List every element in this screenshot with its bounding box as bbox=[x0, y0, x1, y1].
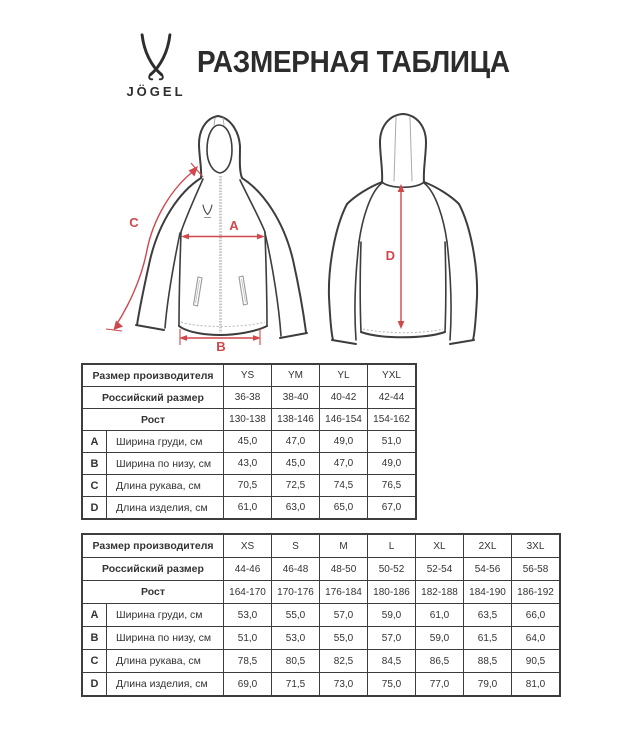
measure-letter-cell: A bbox=[82, 431, 107, 453]
size-value-cell: 55,0 bbox=[320, 627, 368, 650]
measure-label-a: A bbox=[229, 218, 239, 233]
raglan-seam-left bbox=[181, 179, 203, 232]
measure-row bbox=[82, 453, 416, 475]
size-value-cell: 55,0 bbox=[272, 604, 320, 627]
size-value-cell: 56-58 bbox=[512, 558, 561, 581]
size-value-cell: 36-38 bbox=[224, 387, 272, 409]
size-value-cell: 51,0 bbox=[368, 431, 417, 453]
chest-logo-icon bbox=[203, 205, 212, 215]
page-title: РАЗМЕРНАЯ ТАБЛИЦА bbox=[197, 44, 510, 79]
size-value-cell: 50-52 bbox=[368, 558, 416, 581]
jacket-back-diagram bbox=[325, 112, 535, 352]
left-sleeve-back bbox=[329, 204, 347, 340]
hem bbox=[179, 326, 267, 335]
measure-name-cell: Ширина по низу, см bbox=[107, 627, 224, 650]
measure-letter-cell: D bbox=[82, 497, 107, 520]
measure-name-cell: Длина изделия, см bbox=[107, 673, 224, 697]
size-value-cell: YXL bbox=[368, 364, 417, 387]
size-value-cell: 76,5 bbox=[368, 475, 417, 497]
size-value-cell: 81,0 bbox=[512, 673, 561, 697]
size-value-cell: 176-184 bbox=[320, 581, 368, 604]
size-value-cell: 38-40 bbox=[272, 387, 320, 409]
jacket-front-diagram bbox=[103, 112, 333, 352]
size-value-cell: 59,0 bbox=[416, 627, 464, 650]
size-value-cell: 52-54 bbox=[416, 558, 464, 581]
size-value-cell: 146-154 bbox=[320, 409, 368, 431]
size-value-cell: 45,0 bbox=[224, 431, 272, 453]
size-value-cell: 44-46 bbox=[224, 558, 272, 581]
size-value-cell: 54-56 bbox=[464, 558, 512, 581]
right-sleeve bbox=[242, 178, 306, 332]
size-value-cell: 46-48 bbox=[272, 558, 320, 581]
jogel-logo bbox=[118, 33, 194, 99]
size-value-cell: 164-170 bbox=[224, 581, 272, 604]
measure-row bbox=[82, 673, 560, 697]
measure-name-cell: Ширина груди, см bbox=[107, 431, 224, 453]
size-value-cell: 71,5 bbox=[272, 673, 320, 697]
size-value-cell: 73,0 bbox=[320, 673, 368, 697]
size-value-cell: 53,0 bbox=[224, 604, 272, 627]
size-value-cell: 47,0 bbox=[320, 453, 368, 475]
measure-letter-cell: B bbox=[82, 453, 107, 475]
size-value-cell: 90,5 bbox=[512, 650, 561, 673]
size-value-cell: 84,5 bbox=[368, 650, 416, 673]
size-value-cell: 154-162 bbox=[368, 409, 417, 431]
size-value-cell: 53,0 bbox=[272, 627, 320, 650]
size-value-cell: 130-138 bbox=[224, 409, 272, 431]
measure-name-cell: Длина изделия, см bbox=[107, 497, 224, 520]
hood-opening bbox=[207, 125, 232, 173]
table-header-row bbox=[82, 558, 560, 581]
size-value-cell: 82,5 bbox=[320, 650, 368, 673]
size-value-cell: 72,5 bbox=[272, 475, 320, 497]
table-header-row bbox=[82, 387, 416, 409]
size-value-cell: 3XL bbox=[512, 534, 561, 558]
size-value-cell: YM bbox=[272, 364, 320, 387]
measure-letter-cell: C bbox=[82, 475, 107, 497]
measure-label-d: D bbox=[385, 248, 395, 263]
brand-name: JÖGEL bbox=[126, 84, 186, 99]
size-value-cell: 78,5 bbox=[224, 650, 272, 673]
header-label-cell: Рост bbox=[82, 409, 224, 431]
header-label-cell: Российский размер bbox=[82, 558, 224, 581]
right-sleeve-back bbox=[459, 204, 477, 340]
measure-row bbox=[82, 475, 416, 497]
size-value-cell: 57,0 bbox=[368, 627, 416, 650]
size-value-cell: 77,0 bbox=[416, 673, 464, 697]
measure-row bbox=[82, 604, 560, 627]
measure-letter-cell: C bbox=[82, 650, 107, 673]
size-value-cell: 47,0 bbox=[272, 431, 320, 453]
size-value-cell: 48-50 bbox=[320, 558, 368, 581]
table-header-row bbox=[82, 581, 560, 604]
size-value-cell: YL bbox=[320, 364, 368, 387]
size-value-cell: S bbox=[272, 534, 320, 558]
size-value-cell: 80,5 bbox=[272, 650, 320, 673]
size-value-cell: 51,0 bbox=[224, 627, 272, 650]
header-label-cell: Российский размер bbox=[82, 387, 224, 409]
size-value-cell: 75,0 bbox=[368, 673, 416, 697]
size-value-cell: 63,5 bbox=[464, 604, 512, 627]
size-value-cell: 65,0 bbox=[320, 497, 368, 520]
size-value-cell: 88,5 bbox=[464, 650, 512, 673]
size-value-cell: 180-186 bbox=[368, 581, 416, 604]
table-header-row bbox=[82, 534, 560, 558]
size-value-cell: 138-146 bbox=[272, 409, 320, 431]
size-value-cell: 70,5 bbox=[224, 475, 272, 497]
measure-name-cell: Ширина по низу, см bbox=[107, 453, 224, 475]
size-value-cell: L bbox=[368, 534, 416, 558]
size-value-cell: 69,0 bbox=[224, 673, 272, 697]
measure-letter-cell: A bbox=[82, 604, 107, 627]
size-table-youth bbox=[81, 363, 417, 520]
size-value-cell: 186-192 bbox=[512, 581, 561, 604]
raglan-seam-right bbox=[240, 180, 265, 232]
size-value-cell: 67,0 bbox=[368, 497, 417, 520]
size-value-cell: 59,0 bbox=[368, 604, 416, 627]
size-value-cell: 61,0 bbox=[224, 497, 272, 520]
size-value-cell: 43,0 bbox=[224, 453, 272, 475]
size-value-cell: 2XL bbox=[464, 534, 512, 558]
size-value-cell: 86,5 bbox=[416, 650, 464, 673]
size-value-cell: 57,0 bbox=[320, 604, 368, 627]
size-value-cell: 170-176 bbox=[272, 581, 320, 604]
measure-letter-cell: B bbox=[82, 627, 107, 650]
measure-label-c: C bbox=[129, 215, 139, 230]
measure-row bbox=[82, 627, 560, 650]
size-value-cell: 74,5 bbox=[320, 475, 368, 497]
size-value-cell: 49,0 bbox=[320, 431, 368, 453]
size-value-cell: 45,0 bbox=[272, 453, 320, 475]
measure-name-cell: Длина рукава, см bbox=[107, 650, 224, 673]
size-value-cell: 61,5 bbox=[464, 627, 512, 650]
measure-row bbox=[82, 497, 416, 520]
measure-row bbox=[82, 431, 416, 453]
size-value-cell: M bbox=[320, 534, 368, 558]
hood-back-outline bbox=[380, 114, 403, 182]
size-value-cell: 79,0 bbox=[464, 673, 512, 697]
measure-letter-cell: D bbox=[82, 673, 107, 697]
size-value-cell: 49,0 bbox=[368, 453, 417, 475]
measure-name-cell: Ширина груди, см bbox=[107, 604, 224, 627]
table-header-row bbox=[82, 364, 416, 387]
body-right bbox=[265, 232, 267, 326]
size-value-cell: XL bbox=[416, 534, 464, 558]
size-value-cell: 61,0 bbox=[416, 604, 464, 627]
size-value-cell: 182-188 bbox=[416, 581, 464, 604]
size-value-cell: 66,0 bbox=[512, 604, 561, 627]
measure-label-b: B bbox=[216, 339, 226, 352]
table-header-row bbox=[82, 409, 416, 431]
size-value-cell: XS bbox=[224, 534, 272, 558]
header-label-cell: Размер производителя bbox=[82, 364, 224, 387]
header-label-cell: Рост bbox=[82, 581, 224, 604]
size-value-cell: 63,0 bbox=[272, 497, 320, 520]
jogel-emblem-icon bbox=[134, 33, 178, 83]
size-value-cell: YS bbox=[224, 364, 272, 387]
size-tables bbox=[81, 363, 561, 697]
size-value-cell: 64,0 bbox=[512, 627, 561, 650]
body-left bbox=[179, 232, 181, 326]
size-value-cell: 184-190 bbox=[464, 581, 512, 604]
measure-row bbox=[82, 650, 560, 673]
size-value-cell: 42-44 bbox=[368, 387, 417, 409]
measure-name-cell: Длина рукава, см bbox=[107, 475, 224, 497]
size-table-adult bbox=[81, 533, 561, 697]
size-value-cell: 40-42 bbox=[320, 387, 368, 409]
header-label-cell: Размер производителя bbox=[82, 534, 224, 558]
